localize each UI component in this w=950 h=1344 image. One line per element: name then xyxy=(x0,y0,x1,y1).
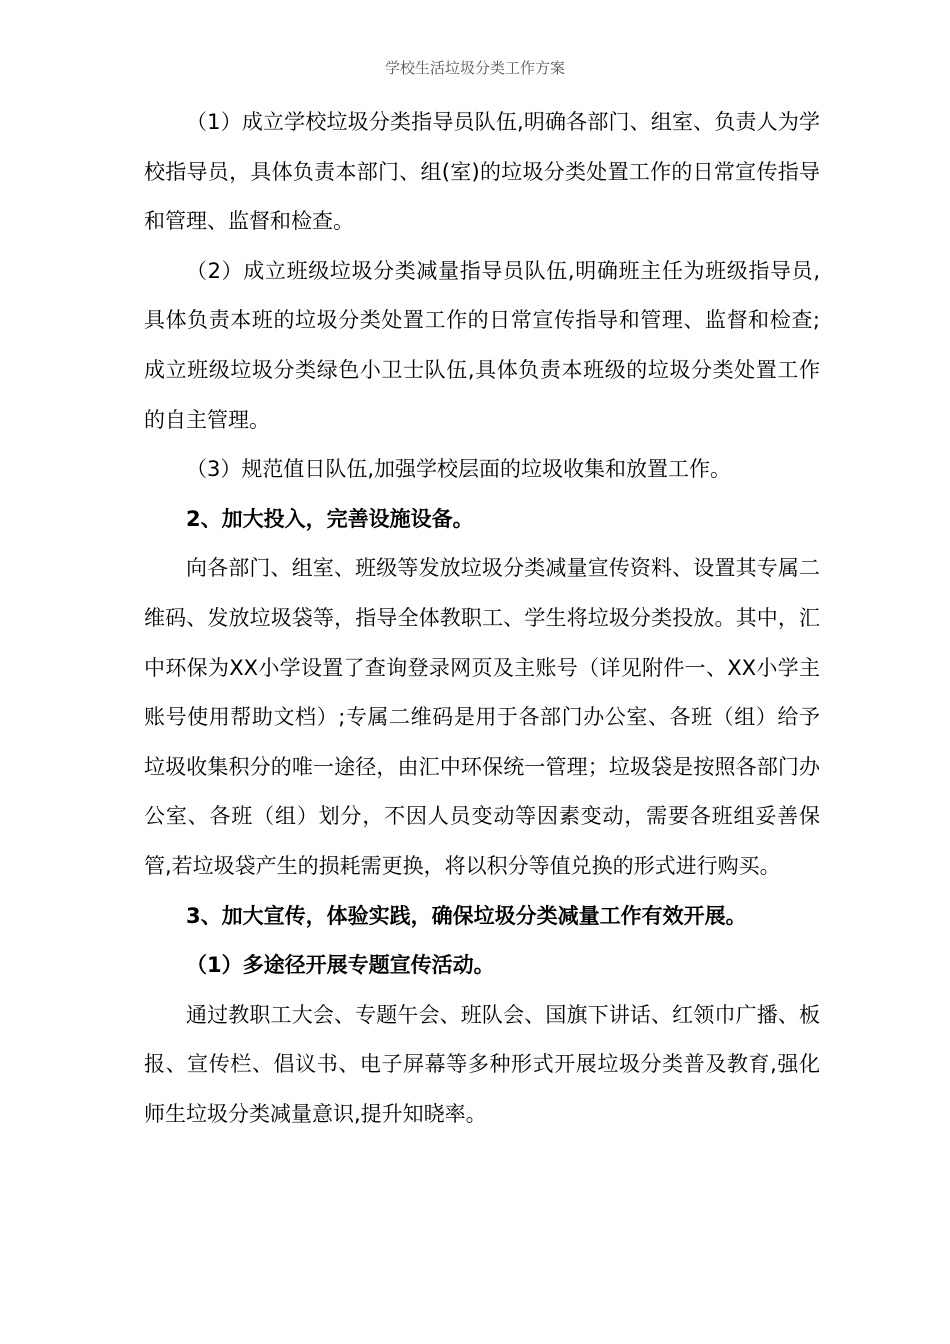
heading-publicity: 3、加大宣传，体验实践，确保垃圾分类减量工作有效开展。 xyxy=(186,903,747,928)
paragraph-team-leaders: （1）成立学校垃圾分类指导员队伍,明确各部门、组室、负责人为学校指导员，具体负责本部门、组(室)的垃圾分类处置工作的日常宣传指导和管理、监督和检查。 xyxy=(144,110,820,234)
paragraph-class-instructors: （2）成立班级垃圾分类减量指导员队伍,明确班主任为班级指导员,具体负责本班的垃圾分类处置工作的日常宣传指导和管理、监督和检查;成立班级垃圾分类绿色小卫士队伍,具体负责本班级的垃圾分类处置工作的自主管理。 xyxy=(144,258,820,432)
heading-investment: 2、加大投入，完善设施设备。 xyxy=(186,506,474,531)
paragraph-duty-team: （3）规范值日队伍,加强学校层面的垃圾收集和放置工作。 xyxy=(186,457,732,482)
document-body xyxy=(144,98,820,1139)
paragraph-education: 通过教职工大会、专题午会、班队会、国旗下讲话、红领巾广播、板报、宣传栏、倡议书、电子屏幕等多种形式开展垃圾分类普及教育,强化师生垃圾分类减量意识,提升知晓率。 xyxy=(144,1002,820,1126)
running-header: 学校生活垃圾分类工作方案 xyxy=(384,59,565,77)
subheading-campaigns: （1）多途径开展专题宣传活动。 xyxy=(186,953,495,978)
paragraph-materials: 向各部门、组室、班级等发放垃圾分类减量宣传资料、设置其专属二维码、发放垃圾袋等，指导全体教职工、学生将垃圾分类投放。其中，汇中环保为XX小学设置了查询登录网页及主账号（详见附件一、XX小学主账号使用帮助文档）;专属二维码是用于各部门办公室、各班（组）给予垃圾收集积分的唯一途径，由汇中环保统一管理；垃圾袋是按照各部门办公室、各班（组）划分，不因人员变动等因素变动，需要各班组妥善保管,若垃圾袋产生的损耗需更换，将以积分等值兑换的形式进行购买。 xyxy=(144,556,820,878)
